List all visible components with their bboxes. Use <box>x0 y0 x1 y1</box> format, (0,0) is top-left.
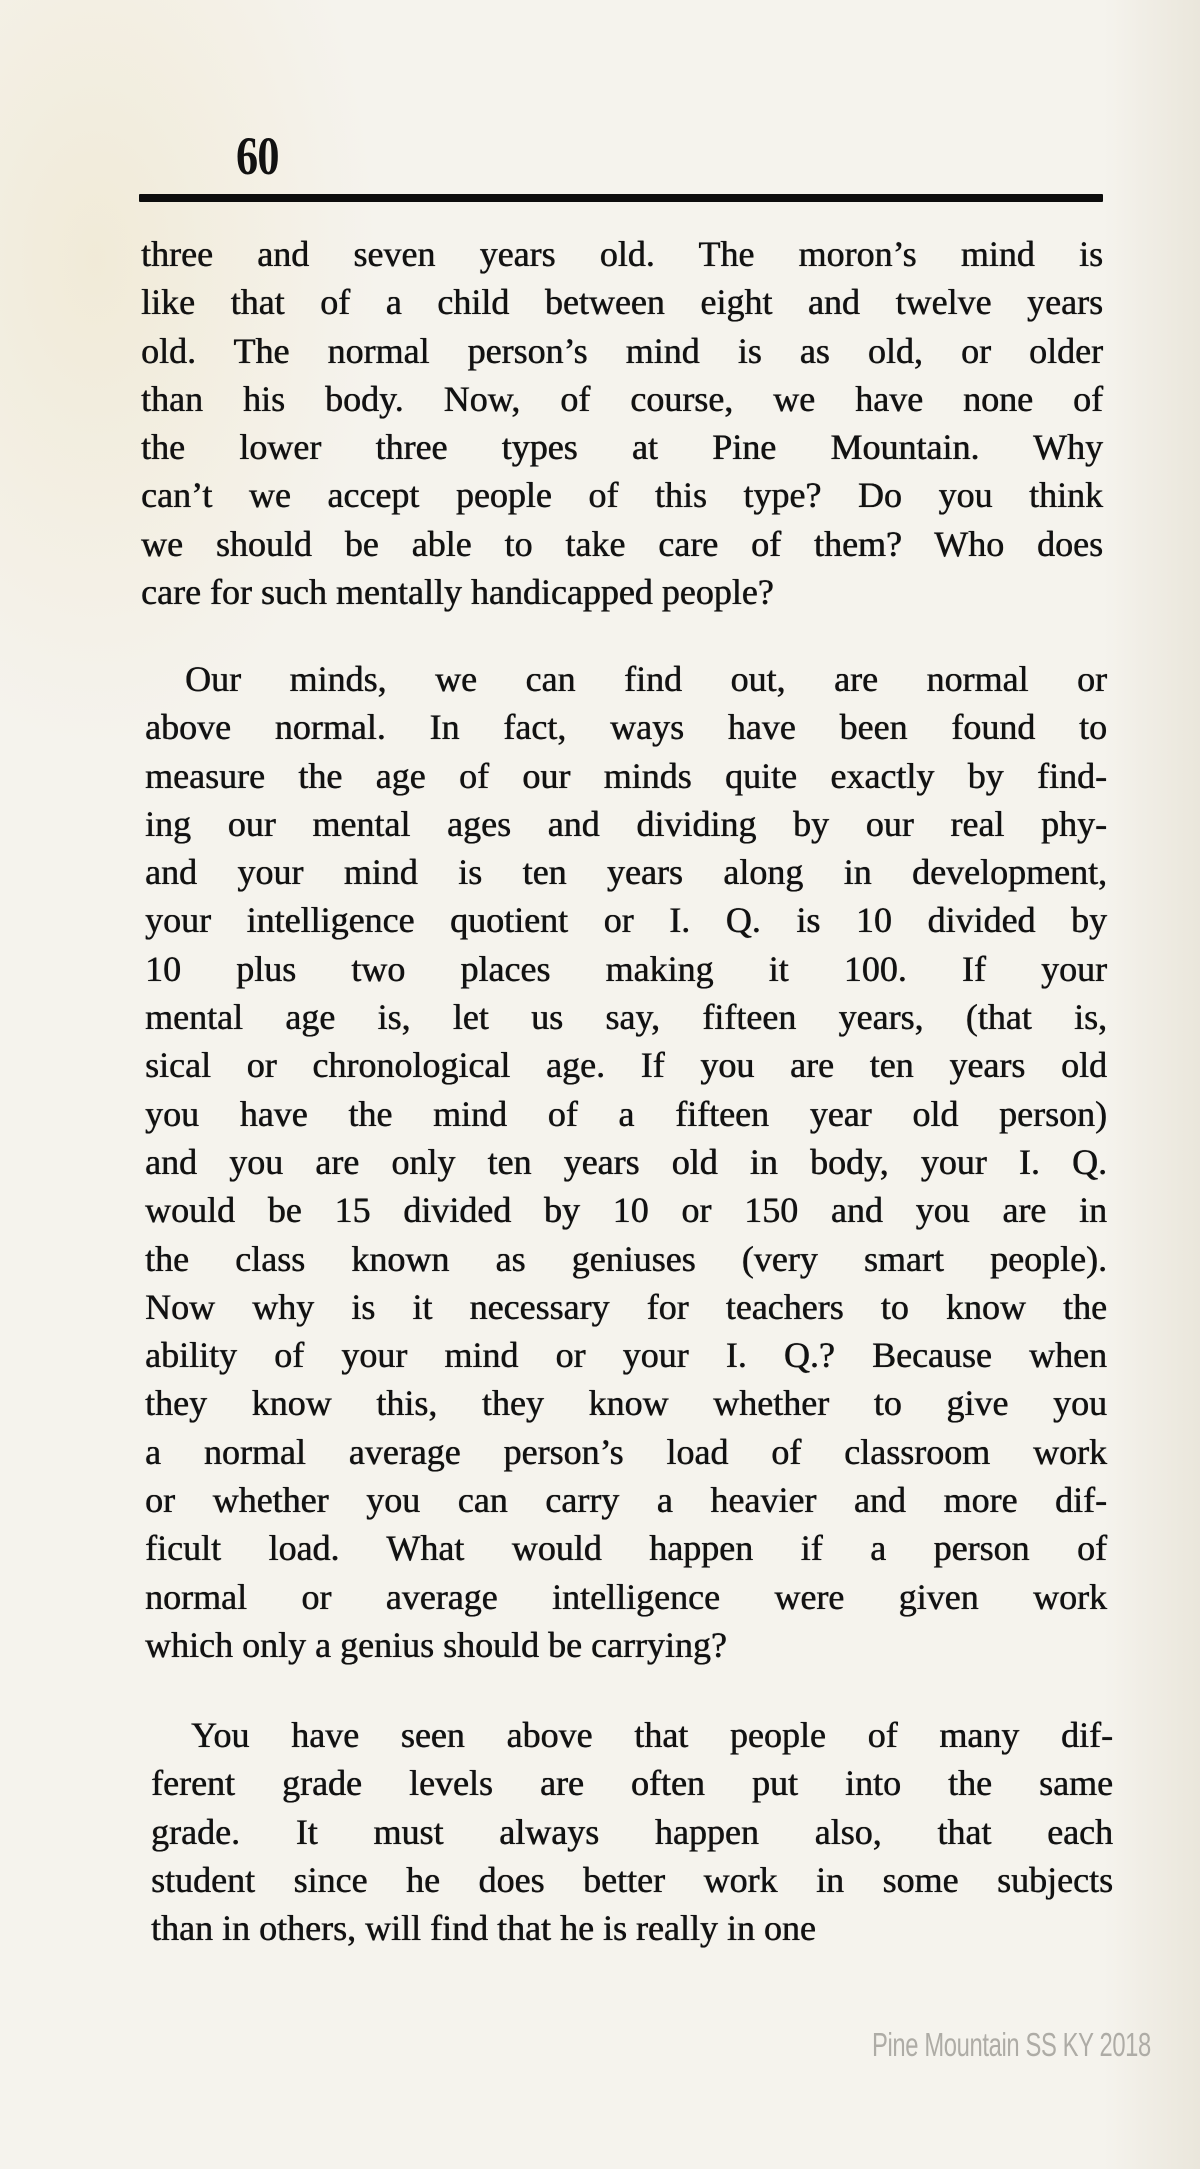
paragraph-3 <box>151 1711 1113 1952</box>
text-line: ability of your mind or your I. Q.? Because when <box>145 1335 1107 1376</box>
text-line: than in others, will find that he is really in one <box>151 1908 816 1949</box>
text-line: we should be able to take care of them? Who does <box>141 523 1103 564</box>
text-line: than his body. Now, of course, we have none of <box>141 378 1103 419</box>
text-line: measure the age of our minds quite exactly by find- <box>145 755 1107 796</box>
text-line: ferent grade levels are often put into the same <box>151 1763 1113 1804</box>
text-line: You have seen above that people of many dif- <box>191 1715 1113 1755</box>
text-line: they know this, they know whether to give you <box>145 1383 1107 1424</box>
text-line: a normal average person’s load of classroom work <box>145 1431 1107 1472</box>
paragraph-2 <box>145 655 1107 1669</box>
text-line: grade. It must always happen also, that each <box>151 1811 1113 1852</box>
watermark: Pine Mountain SS KY 2018 <box>872 2026 1151 2063</box>
text-line: mental age is, let us say, fifteen years, (that is, <box>145 997 1107 1038</box>
text-line: three and seven years old. The moron’s mind is <box>141 234 1103 274</box>
text-line: or whether you can carry a heavier and more dif- <box>145 1480 1107 1521</box>
text-line: the class known as geniuses (very smart people). <box>145 1238 1107 1279</box>
text-line: would be 15 divided by 10 or 150 and you are in <box>145 1190 1107 1231</box>
text-line: care for such mentally handicapped people? <box>141 572 774 613</box>
text-line: ing our mental ages and dividing by our real phy- <box>145 803 1107 844</box>
text-line: like that of a child between eight and twelve years <box>141 282 1103 323</box>
page-number: 60 <box>236 126 279 186</box>
text-line: normal or average intelligence were given work <box>145 1576 1107 1617</box>
paragraph-1 <box>141 230 1103 616</box>
text-line: which only a genius should be carrying? <box>145 1624 727 1665</box>
text-line: Now why is it necessary for teachers to know the <box>145 1286 1107 1327</box>
text-line: ficult load. What would happen if a person of <box>145 1528 1107 1569</box>
text-line: above normal. In fact, ways have been found to <box>145 707 1107 748</box>
text-line: student since he does better work in some subjects <box>151 1859 1113 1900</box>
text-line: Our minds, we can find out, are normal or <box>185 659 1107 699</box>
text-line: sical or chronological age. If you are ten years old <box>145 1045 1107 1086</box>
header-rule <box>139 194 1103 202</box>
text-line: old. The normal person’s mind is as old, or older <box>141 330 1103 371</box>
text-line: and you are only ten years old in body, your I. Q. <box>145 1141 1107 1182</box>
text-line: your intelligence quotient or I. Q. is 10 divided by <box>145 900 1107 941</box>
text-line: can’t we accept people of this type? Do you think <box>141 475 1103 516</box>
text-line: 10 plus two places making it 100. If your <box>145 948 1107 989</box>
text-line: and your mind is ten years along in development, <box>145 852 1107 893</box>
text-line: the lower three types at Pine Mountain. Why <box>141 427 1103 468</box>
text-line: you have the mind of a fifteen year old person) <box>145 1093 1107 1134</box>
